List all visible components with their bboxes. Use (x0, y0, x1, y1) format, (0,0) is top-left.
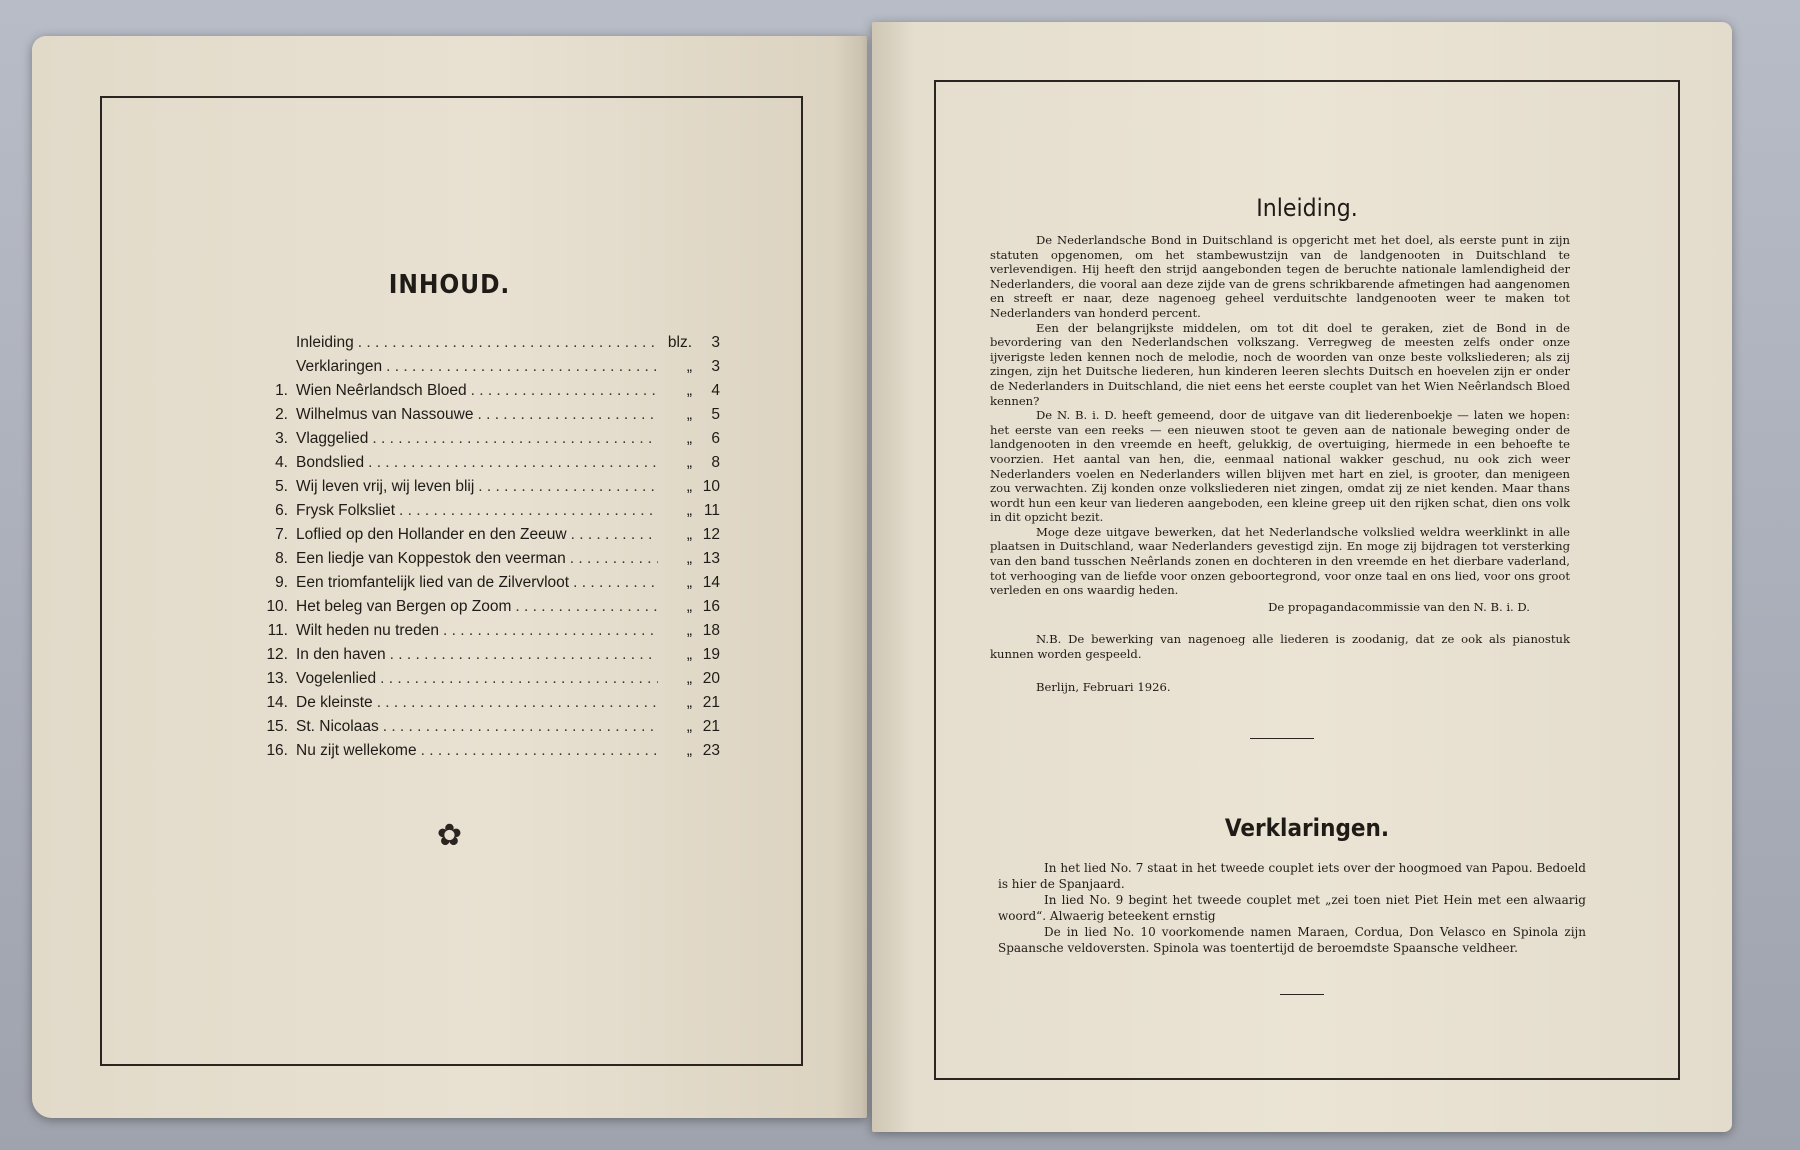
date-line: Berlijn, Februari 1926. (1036, 679, 1171, 694)
toc-entry-page: 21 (702, 718, 720, 735)
toc-entry-mark: „ (686, 622, 692, 639)
toc-entry-page: 16 (702, 598, 720, 615)
intro-paragraph: De Nederlandsche Bond in Duitschland is opgericht met het doel, als eerste punt in zijn statuten opgenomen, om het stambewustzijn van de landgenooten in Duitschland te verlevendigen. Hij heeft den strijd aangebonden tegen de beruchte nationale lamlendigheid der Nederlanders, die vooral aan deze zijde van de grens schrikbarende afmetingen had aangenomen en streeft er naar, deze nagenoeg geheel verduitschte landgenooten weer te maken tot Nederlanders van honderd percent. (990, 233, 1570, 320)
divider (1250, 738, 1314, 739)
floral-ornament-icon: ✿ (436, 818, 463, 853)
toc-entry-number: 13. (266, 670, 288, 687)
toc-entry-title: Verklaringen (296, 358, 383, 375)
intro-paragraph: Moge deze uitgave bewerken, dat het Nederlandsche volkslied weldra weerklinkt in alle plaatsen in Duitschland, waar Nederlanders gevestigd zijn. En moge zij bijdragen tot versterking van den band tusschen Neêrlands zonen en dochteren in den vreemde en het dierbare vaderland, tot verhooging van de liefde voor onzen geboortegrond, voor onze taal en ons lied, voor ons groot verleden en ons waardig heden. (990, 524, 1570, 598)
toc-title: INHOUD. (388, 270, 511, 300)
toc-entry-mark: „ (686, 550, 692, 567)
toc-entry-mark: blz. (667, 334, 692, 351)
intro-paragraph: De N. B. i. D. heeft gemeend, door de uitgave van dit liederenboekje — laten we hopen: het eerste van een reeks — een nieuwen stoot te geven aan de nationale beweging onder de landgenooten in den vreemde en heeft, gelukkig, de overtuiging, hiermede in een behoefte te voorzien. Het aantal van hen, die, eenmaal national wakker geschud, nu ook zich weer Nederlanders voelen en Nederlanders willen blijven met hart en ziel, is grooter, dan menigeen zou verwachten. Zij konden onze volksliederen niet zingen, omdat zij ze niet kenden. Maar thans wordt hun een keur van liederen aangeboden, een kleine greep uit den rijken schat, dien ons volk in dit opzicht bezit. (990, 408, 1570, 525)
toc-leader-dots (570, 550, 658, 568)
toc-entry-page: 13 (702, 550, 720, 567)
verklaringen-text (998, 860, 1586, 956)
toc-leader-dots (358, 334, 658, 352)
toc-entry (250, 598, 720, 622)
toc-entry-title: Loflied op den Hollander en den Zeeuw (296, 526, 567, 543)
toc-entry-number: 5. (275, 478, 288, 495)
toc-entry (250, 622, 720, 646)
toc-entry-title: St. Nicolaas (296, 718, 379, 735)
toc-entry (250, 526, 720, 550)
toc-entry-number: 12. (266, 646, 288, 663)
toc-entry-mark: „ (686, 718, 692, 735)
toc-entry-title: Bondslied (296, 454, 365, 471)
intro-paragraph: Een der belangrijkste middelen, om tot dit doel te geraken, ziet de Bond in de bevordering van den Nederlandschen volkszang. Verregweg de meesten zelfs onder onze ijverigste leden kennen noch de melodie, noch de woorden van onze beste volksliederen; als zij zingen, zijn het Duitsche liederen, hun kinderen leeren slechts Duitsch en hoevelen zijn er onder de Nederlanders in Duitschland, die niet eens het eerste couplet van het Wien Neêrlandsch Bloed kennen? (990, 320, 1570, 408)
toc-entry-number: 3. (275, 430, 288, 447)
toc-entry-title: Vlaggelied (296, 430, 369, 447)
open-booklet (22, 22, 1734, 1138)
toc-entry-number: 11. (267, 622, 288, 639)
toc-entry-number: 1. (275, 382, 288, 399)
toc-entry (250, 502, 720, 526)
toc-leader-dots (478, 478, 658, 496)
toc-entry-number: 4. (275, 454, 288, 471)
toc-leader-dots (515, 598, 658, 616)
toc-entry-title: Wilhelmus van Nassouwe (296, 406, 474, 423)
toc-leader-dots (421, 742, 658, 760)
toc-entry (250, 478, 720, 502)
inleiding-text (990, 233, 1570, 694)
toc-entry-page: 12 (702, 526, 720, 543)
toc-leader-dots (383, 718, 658, 736)
toc-entry-title: Wij leven vrij, wij leven blij (296, 478, 475, 495)
toc-entry-mark: „ (686, 694, 692, 711)
toc-entry-mark: „ (686, 430, 692, 447)
toc-leader-dots (471, 382, 658, 400)
toc-entry-title: Het beleg van Bergen op Zoom (296, 598, 512, 615)
toc-entry-page: 18 (702, 622, 720, 639)
right-page (872, 22, 1732, 1132)
toc-entry-mark: „ (686, 382, 692, 399)
toc-entry (250, 430, 720, 454)
toc-entry (250, 646, 720, 670)
toc-entry-number: 10. (266, 598, 288, 615)
toc-entry-page: 21 (702, 694, 720, 711)
verklaring-paragraph: De in lied No. 10 voorkomende namen Maraen, Cordua, Don Velasco en Spinola zijn Spaansche veldoversten. Spinola was toentertijd de beroemdste Spaansche veldheer. (998, 925, 1586, 955)
toc-entry-page: 20 (702, 670, 720, 687)
toc-entry-title: Vogelenlied (296, 670, 377, 687)
toc-leader-dots (386, 358, 658, 376)
toc-entry-number: 16. (266, 742, 288, 759)
toc-entry (250, 718, 720, 742)
toc-entry-mark: „ (686, 574, 692, 591)
toc-entry-title: Nu zijt wellekome (296, 742, 417, 759)
toc-leader-dots (573, 574, 658, 592)
toc-entry-mark: „ (686, 406, 692, 423)
toc-entry-number: 15. (266, 718, 288, 735)
toc-entry (250, 694, 720, 718)
toc-leader-dots (372, 430, 658, 448)
toc-entry-title: Inleiding (296, 334, 354, 351)
divider (1280, 994, 1324, 995)
verklaring-paragraph: In lied No. 9 begint het tweede couplet met „zei toen niet Piet Hein met een alwaarig woord“. Alwaerig beteekent ernstig (998, 893, 1586, 923)
toc-entry-mark: „ (686, 454, 692, 471)
toc-entry-mark: „ (686, 742, 692, 759)
inleiding-heading: Inleiding. (1256, 194, 1358, 222)
toc-entry (250, 670, 720, 694)
toc-entry (250, 742, 720, 766)
toc-entry-mark: „ (686, 598, 692, 615)
toc-leader-dots (368, 454, 658, 472)
toc-entry-mark: „ (686, 478, 692, 495)
toc-entry-title: Frysk Folksliet (296, 502, 396, 519)
toc-entry-page: 19 (702, 646, 720, 663)
verklaring-paragraph: In het lied No. 7 staat in het tweede couplet iets over der hoogmoed van Papou. Bedoeld is hier de Spanjaard. (998, 861, 1586, 891)
toc-entry-mark: „ (686, 358, 692, 375)
toc-entry-page: 11 (703, 502, 720, 519)
toc-entry-number: 8. (275, 550, 288, 567)
toc-leader-dots (380, 670, 658, 688)
toc-leader-dots (443, 622, 658, 640)
toc-entry-number: 14. (266, 694, 288, 711)
toc-entry-page: 3 (711, 334, 720, 351)
toc-entry-page: 23 (702, 742, 720, 759)
toc-entry-page: 4 (711, 382, 720, 399)
toc-entry-mark: „ (686, 670, 692, 687)
toc-entry-number: 7. (275, 526, 288, 543)
toc-entry-title: De kleinste (296, 694, 373, 711)
toc-entry-page: 8 (711, 454, 720, 471)
toc-leader-dots (477, 406, 658, 424)
toc-entry-number: 6. (275, 502, 288, 519)
toc-entry-title: Wien Neêrlandsch Bloed (296, 382, 467, 399)
toc-entry-title: Een liedje van Koppestok den veerman (296, 550, 566, 567)
toc-entry (250, 550, 720, 574)
nb-note: N.B. De bewerking van nagenoeg alle liederen is zoodanig, dat ze ook als pianostuk kunnen worden gespeeld. (990, 632, 1570, 662)
toc-entry-title: In den haven (296, 646, 386, 663)
toc-entry (250, 358, 720, 382)
toc-leader-dots (390, 646, 658, 664)
toc-entry-mark: „ (686, 646, 692, 663)
toc-entry-number: 9. (275, 574, 288, 591)
toc-entry-mark: „ (686, 502, 692, 519)
verklaringen-heading: Verklaringen. (1224, 814, 1390, 842)
toc-entry-page: 5 (711, 406, 720, 423)
toc-entry (250, 382, 720, 406)
toc-leader-dots (571, 526, 658, 544)
signature: De propagandacommissie van den N. B. i. D. (1268, 599, 1530, 614)
toc-entry (250, 574, 720, 598)
toc-entry-mark: „ (686, 526, 692, 543)
toc-entry-title: Een triomfantelijk lied van de Zilvervloot (296, 574, 570, 591)
toc-leader-dots (377, 694, 658, 712)
toc-entry (250, 334, 720, 358)
toc-entry (250, 454, 720, 478)
toc-entry (250, 406, 720, 430)
left-page (32, 36, 867, 1118)
toc-leader-dots (399, 502, 658, 520)
toc-entry-page: 10 (702, 478, 720, 495)
toc-entry-page: 6 (711, 430, 720, 447)
toc-entry-number: 2. (275, 406, 288, 423)
toc-entry-page: 3 (711, 358, 720, 375)
table-of-contents (250, 334, 720, 766)
toc-entry-title: Wilt heden nu treden (296, 622, 440, 639)
toc-entry-page: 14 (702, 574, 720, 591)
